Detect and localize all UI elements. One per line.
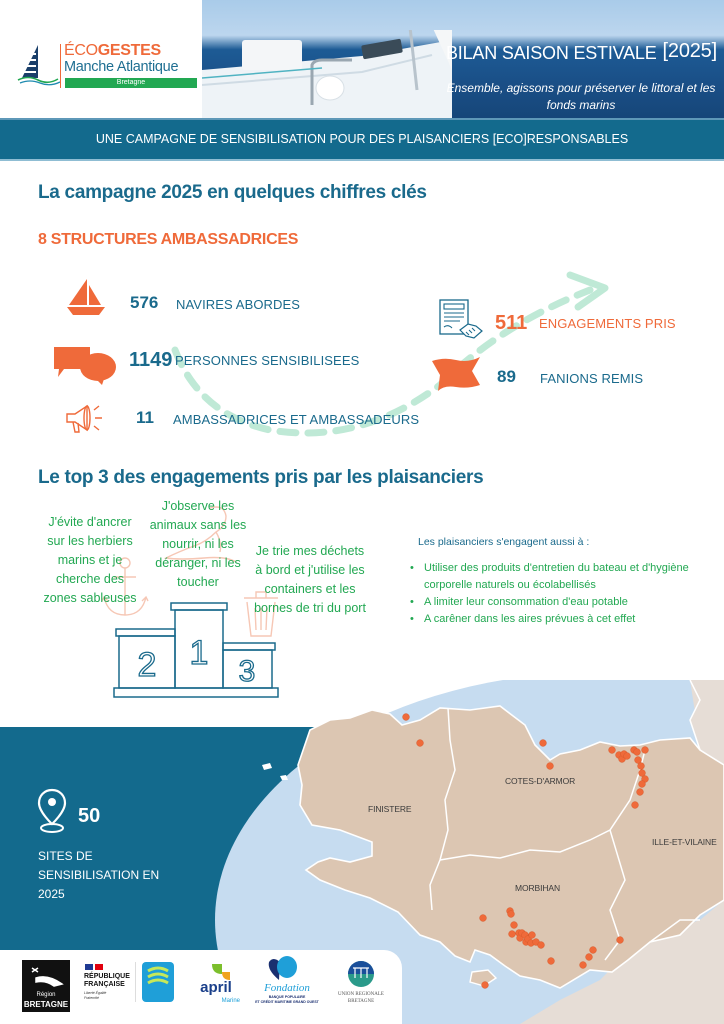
top3-item-1-text: J'observe les animaux sans les nourrir, ni les déranger, ni les toucher bbox=[149, 499, 247, 589]
agence-eau-logo[interactable] bbox=[142, 962, 174, 1002]
region-ille-et-vilaine: ILLE-ET-VILAINE bbox=[652, 837, 717, 847]
site-marker[interactable] bbox=[642, 747, 649, 754]
cpie-logo[interactable] bbox=[332, 958, 390, 1010]
also-list bbox=[410, 560, 700, 628]
stat-ambassadeurs-label-wrap bbox=[173, 412, 419, 427]
sailboat-icon bbox=[65, 277, 107, 317]
stat-ambassadeurs bbox=[136, 408, 154, 428]
region-label-small: Région bbox=[36, 992, 56, 998]
report-subtitle: Ensemble, agissons pour préserver le littoral et les fonds marins bbox=[446, 81, 716, 112]
flag-red bbox=[95, 964, 103, 970]
podium-rank-3: 3 bbox=[238, 655, 256, 688]
fondation-wordmark: Fondation bbox=[264, 982, 310, 994]
stat-label: NAVIRES ABORDES bbox=[176, 297, 301, 312]
site-marker[interactable] bbox=[639, 770, 646, 777]
site-marker[interactable] bbox=[403, 714, 410, 721]
location-pin-icon bbox=[37, 788, 67, 834]
site-marker[interactable] bbox=[639, 781, 646, 788]
campaign-banner bbox=[0, 118, 724, 161]
top3-item-2-text: J'évite d'ancrer sur les herbiers marins et je cherche des zones sableuses bbox=[43, 515, 137, 605]
podium-rank-1: 1 bbox=[189, 634, 209, 672]
also-heading: Les plaisanciers s'engagent aussi à : bbox=[418, 536, 590, 548]
region-cotes-darmor: COTES-D'ARMOR bbox=[505, 776, 576, 786]
report-year: [2025] bbox=[662, 40, 717, 62]
rf-motto: Liberté Égalité Fraternité bbox=[84, 991, 107, 1000]
site-marker[interactable] bbox=[617, 937, 624, 944]
partner-logos bbox=[0, 950, 402, 1024]
podium-rank-2: 2 bbox=[137, 646, 157, 684]
also-item: • A limiter leur consommation d'eau potable bbox=[410, 594, 700, 611]
report-title: BILAN SAISON ESTIVALE [2025] bbox=[446, 40, 717, 63]
april-marine-logo[interactable] bbox=[192, 962, 242, 1008]
top3-item-3-text: Je trie mes déchets à bord et j'utilise les containers et les bornes de tri du port bbox=[254, 544, 366, 615]
logo-ecogestes: ÉCOGESTES bbox=[64, 42, 161, 59]
flag-icon bbox=[430, 355, 482, 393]
header bbox=[0, 0, 724, 118]
site-marker[interactable] bbox=[638, 763, 645, 770]
republique-francaise-logo[interactable] bbox=[82, 962, 134, 1012]
site-marker[interactable] bbox=[529, 932, 536, 939]
stat-value: 511 bbox=[495, 312, 528, 334]
sailboat-deck-photo bbox=[202, 30, 452, 118]
site-marker[interactable] bbox=[511, 922, 518, 929]
site-marker[interactable] bbox=[417, 740, 424, 747]
top3-heading: Le top 3 des engagements pris par les plaisanciers bbox=[38, 467, 484, 488]
stat-value: 89 bbox=[497, 367, 516, 386]
stat-fanions bbox=[497, 367, 516, 387]
cpie-globe-icon bbox=[347, 960, 375, 988]
logo-manche-atlantique: Manche Atlantique bbox=[64, 59, 179, 75]
april-marine-label: Marine bbox=[221, 998, 240, 1004]
fondation-line3: ET CRÉDIT MARITIME GRAND OUEST bbox=[255, 1000, 319, 1004]
stat-engagements-label-wrap bbox=[539, 316, 676, 331]
stat-navires-label-wrap bbox=[176, 297, 300, 312]
stat-value: 11 bbox=[136, 408, 154, 427]
water-agency-icon bbox=[145, 965, 171, 989]
site-marker[interactable] bbox=[509, 931, 516, 938]
banner-text: UNE CAMPAGNE DE SENSIBILISATION POUR DES PLAISANCIERS [ECO]RESPONSABLES bbox=[95, 132, 629, 146]
megaphone-icon bbox=[63, 402, 107, 436]
stat-navires bbox=[130, 293, 158, 313]
speech-bubbles-icon bbox=[52, 345, 118, 387]
key-figures-heading: La campagne 2025 en quelques chiffres clés bbox=[38, 182, 427, 203]
cpie-line2: BRETAGNE bbox=[347, 999, 375, 1004]
stat-label: ENGAGEMENTS PRIS bbox=[539, 316, 676, 331]
fondation-line2: BANQUE POPULAIRE bbox=[268, 995, 306, 999]
site-marker[interactable] bbox=[609, 747, 616, 754]
sites-label: SITES DE SENSIBILISATION EN 2025 bbox=[38, 849, 160, 901]
fondation-bp-logo[interactable] bbox=[250, 956, 324, 1016]
stat-value: 576 bbox=[130, 293, 159, 312]
april-wordmark: april bbox=[200, 979, 232, 996]
site-marker[interactable] bbox=[547, 763, 554, 770]
logo-divider bbox=[135, 962, 136, 1002]
stat-personnes-label-wrap bbox=[175, 353, 359, 368]
stat-personnes bbox=[129, 349, 172, 372]
ecogestes-logo[interactable] bbox=[16, 42, 186, 90]
site-marker[interactable] bbox=[580, 962, 587, 969]
also-item: • A carêner dans les aires prévues à cet effet bbox=[410, 611, 700, 628]
site-marker[interactable] bbox=[590, 947, 597, 954]
cpie-line1: UNION REGIONALE bbox=[338, 992, 384, 997]
site-marker[interactable] bbox=[540, 740, 547, 747]
logo-divider bbox=[60, 44, 61, 88]
site-marker[interactable] bbox=[635, 757, 642, 764]
region-label-big: BRETAGNE bbox=[23, 1000, 69, 1009]
stat-label: FANIONS REMIS bbox=[540, 371, 644, 386]
site-marker[interactable] bbox=[637, 789, 644, 796]
site-marker[interactable] bbox=[538, 942, 545, 949]
site-marker[interactable] bbox=[632, 802, 639, 809]
region-morbihan: MORBIHAN bbox=[515, 883, 561, 893]
sites-count: 50 bbox=[78, 805, 101, 827]
region-finistere: FINISTERE bbox=[368, 804, 412, 814]
stat-label: PERSONNES SENSIBILISEES bbox=[175, 353, 360, 368]
contract-handshake-icon bbox=[438, 298, 484, 340]
sail-fish-logo-icon bbox=[16, 42, 62, 88]
stat-fanions-label-wrap bbox=[540, 371, 643, 386]
structures-heading: 8 STRUCTURES AMBASSADRICES bbox=[38, 231, 299, 248]
stat-label: AMBASSADRICES ET AMBASSADEURS bbox=[173, 412, 420, 427]
logo-area bbox=[0, 0, 202, 118]
heart-balloon-icon bbox=[265, 956, 299, 982]
also-item: • Utiliser des produits d'entretien du bateau et d'hygiène corporelle naturels ou écolabellisés bbox=[410, 560, 700, 594]
hero-image bbox=[202, 0, 724, 118]
site-marker[interactable] bbox=[480, 915, 487, 922]
site-marker[interactable] bbox=[634, 749, 641, 756]
site-marker[interactable] bbox=[624, 753, 631, 760]
region-bretagne-logo[interactable] bbox=[22, 960, 70, 1012]
flag-blue bbox=[85, 964, 93, 970]
site-marker[interactable] bbox=[508, 911, 515, 918]
rf-line1: RÉPUBLIQUE bbox=[84, 973, 130, 980]
site-marker[interactable] bbox=[586, 954, 593, 961]
site-marker[interactable] bbox=[482, 982, 489, 989]
logo-bretagne-band: Bretagne bbox=[65, 78, 197, 88]
stat-engagements bbox=[495, 312, 527, 335]
rf-line2: FRANÇAISE bbox=[84, 981, 125, 988]
site-marker[interactable] bbox=[548, 958, 555, 965]
stat-value: 1149 bbox=[129, 349, 173, 371]
ermine-icon bbox=[28, 964, 64, 988]
